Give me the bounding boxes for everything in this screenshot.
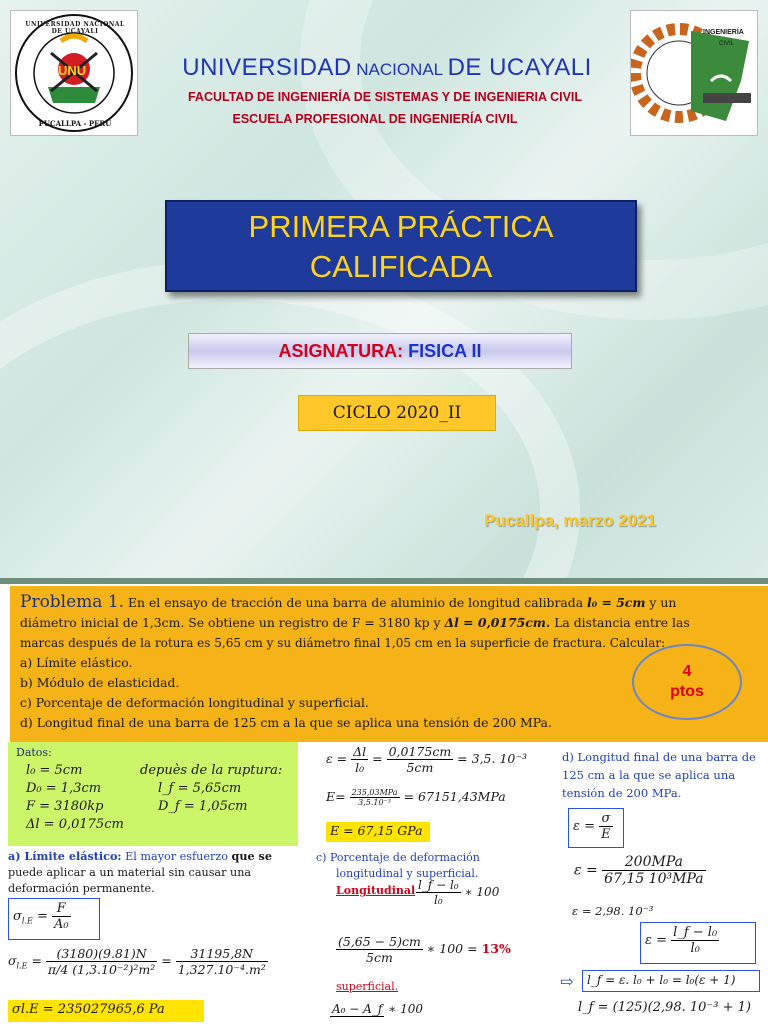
given-value: l₀ = 5cm xyxy=(26,763,83,778)
longitudinal-formula: $\frac{\text{l\_f − l₀}}{\text{l₀}}$ ∗ 100 xyxy=(418,878,500,907)
final-length-formula: l_f = ε. l₀ + l₀ = l₀(ε + 1) xyxy=(582,970,760,992)
problem-item: b) Módulo de elasticidad. xyxy=(20,675,180,690)
part-d-label: d) Longitud final de una barra de 125 cm a la que se aplica una tensión de 200 MPa. xyxy=(562,750,756,800)
modulus-result: E = 67,15 GPa xyxy=(326,822,430,842)
problem-statement-box: Problema 1. En el ensayo de tracción de una barra de aluminio de longitud calibrada l₀ = 5cm y un diámetro inicial de 1,3cm. Se obtiene un registro de F = 3180 kp y Δl = 0,0175cm. La distancia entre las marcas después de la rotura es 5,65 cm y su diámetro final 1,05 cm en la superficie de fractura. Calcular: a) Límite elástico. b) Módulo de elasticidad. c) Porcentaje de deformación longitudinal y superficial. d) Longitud final de una barra de 125 cm a la que se aplica una tensión de 200 MPa. xyxy=(10,586,768,742)
strain-d-result: ε = 2,98. 10⁻³ xyxy=(572,904,654,918)
elastic-limit-calculation: $\sigma_{l.E}$ = $\frac{(3180)(9.81)N}{\text{π/4 (1,3.10⁻²)²m²}}$ = $\frac{31195,8N}{\text{1,327.10⁻⁴.m²}}$ xyxy=(8,946,266,977)
final-length-calculation: l_f = (125)(2,98. 10⁻³ + 1) xyxy=(578,1000,751,1015)
logo-right-title: INGENIERÍA xyxy=(703,29,744,36)
strain-length-formula: ε = $\frac{\text{l\_f − l₀}}{\text{l₀}}$ xyxy=(640,922,756,964)
exam-title-line2: CALIFICADA xyxy=(309,249,493,284)
exam-title-box xyxy=(165,200,637,292)
part-c-label: c) Porcentaje de deformación longitudinal y superficial. xyxy=(316,851,480,880)
seal-center-text: UNU xyxy=(58,63,87,78)
given-value: D₀ = 1,3cm xyxy=(26,781,102,796)
elastic-limit-result: σl.E = 235027965,6 Pa xyxy=(8,1000,204,1022)
part-a-text: a) Límite elástico: El mayor esfuerzo que se puede aplicar a un material sin causar una deformación permanente. xyxy=(8,849,272,895)
school-name: ESCUELA PROFESIONAL DE INGENIERÍA CIVIL xyxy=(232,112,518,126)
given-value: Δl = 0,0175cm xyxy=(26,817,124,832)
seal-ring-text: UNIVERSIDAD NACIONAL DE UCAYALI xyxy=(25,21,125,35)
place-date: Pucallpa, marzo 2021 xyxy=(484,511,656,530)
strain-calculation: ε = $\frac{\Delta l}{\text{l₀}}$ = $\frac{0,0175cm}{5cm}$ = 3,5. 10⁻³ xyxy=(326,744,527,775)
modulus-calculation: E= $\frac{\text{235,03MPa}}{\text{3,5.10⁻³}}$ = 67151,43MPa xyxy=(326,788,506,807)
civil-engineering-logo xyxy=(630,10,758,136)
problem-item: a) Límite elástico. xyxy=(20,655,133,670)
arrow-right-icon: ⇨ xyxy=(560,972,574,991)
points-badge: 4 ptos xyxy=(632,644,742,720)
logo-right-subtitle: CIVIL xyxy=(719,41,735,47)
superficial-label: superficial. xyxy=(336,980,399,993)
university-seal-logo xyxy=(10,10,138,136)
given-value: l_f = 5,65cm xyxy=(158,781,242,796)
subject-banner xyxy=(188,333,572,369)
longitudinal-calculation: $\frac{(5,65 - 5)cm}{5cm}$ ∗ 100 = 13% xyxy=(338,934,511,965)
slide-divider xyxy=(0,578,768,584)
elastic-limit-formula: $\sigma_{l.E}$ = $\frac{F}{\text{A₀}}$ xyxy=(8,898,100,940)
exam-title-line1: PRIMERA PRÁCTICA xyxy=(248,209,554,244)
faculty-name: FACULTAD DE INGENIERÍA DE SISTEMAS Y DE INGENIERIA CIVIL xyxy=(187,90,583,104)
strain-d-calculation: ε = $\frac{\text{200MPa}}{\text{67,15 10³MPa}}$ xyxy=(574,854,704,887)
given-value: F = 3180kp xyxy=(26,799,104,814)
superficial-formula: A₀ − A_f ∗ 100 xyxy=(332,1002,423,1016)
given-data-box: Datos: l₀ = 5cm D₀ = 1,3cm F = 3180kp Δl = 0,0175cm depuès de la ruptura: l_f = 5,65cm D_f = 1,05cm xyxy=(8,742,298,846)
subject-label: ASIGNATURA: xyxy=(278,341,404,361)
seal-bottom-text: PUCALLPA - PERÚ xyxy=(38,119,112,128)
problem-item: d) Longitud final de una barra de 125 cm a la que se aplica una tensión de 200 MPa. xyxy=(20,715,552,730)
longitudinal-label: Longitudinal xyxy=(336,884,416,897)
after-rupture-title: depuès de la ruptura: xyxy=(140,763,283,778)
hooke-formula: ε = $\frac{\sigma}{E}$ xyxy=(568,808,624,848)
university-name: UNIVERSIDAD NACIONAL DE UCAYALI xyxy=(182,54,592,81)
cycle-badge: CICLO 2020_II xyxy=(298,395,496,431)
problem-slide xyxy=(0,578,768,1024)
given-value: D_f = 1,05cm xyxy=(158,799,248,814)
problem-heading: Problema 1. xyxy=(20,592,125,612)
subject-value: FISICA II xyxy=(408,341,482,361)
problem-item: c) Porcentaje de deformación longitudinal y superficial. xyxy=(20,695,369,710)
